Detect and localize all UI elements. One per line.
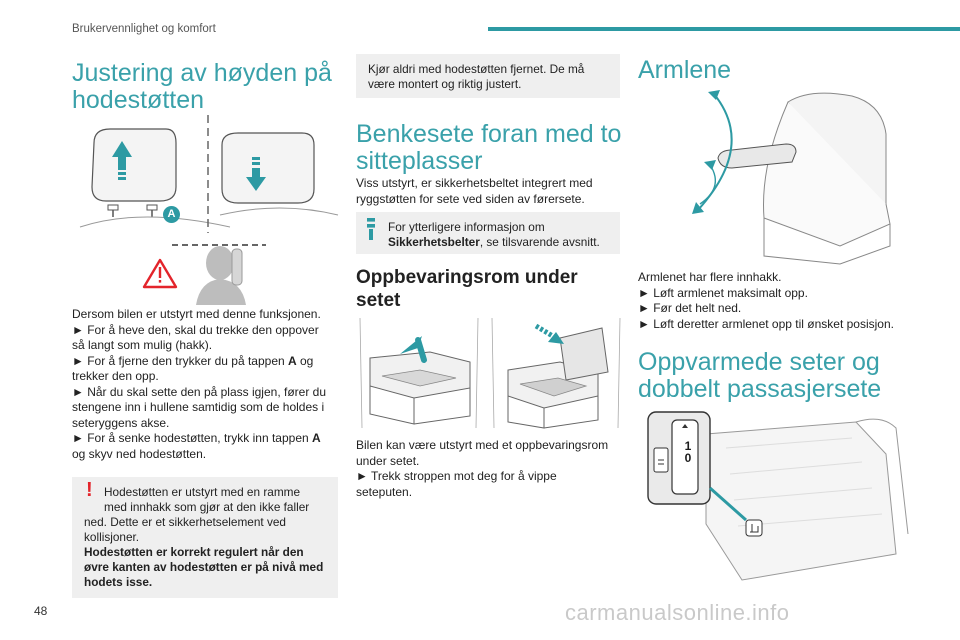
storage-title-line1: Oppbevaringsrom under <box>356 267 578 288</box>
heated-seats-title-line2: dobbelt passasjersete <box>638 375 882 403</box>
body-line: ► Løft deretter armlenet opp til ønsket posisjon. <box>638 316 894 331</box>
headrest-title <box>72 60 332 114</box>
info-box <box>356 212 620 254</box>
front-bench-title <box>356 121 621 175</box>
storage-title <box>356 266 578 312</box>
body-line: ► Løft armlenet maksimalt opp. <box>638 285 808 300</box>
armrest-text <box>638 270 908 332</box>
info-icon <box>366 218 376 240</box>
callout-a: A <box>163 206 180 223</box>
front-bench-title-line2: sitteplasser <box>356 147 483 175</box>
heated-seats-title <box>638 349 881 403</box>
info-line: Sikkerhetsbelter, se tilsvarende avsnitt. <box>388 235 600 249</box>
headrest-instructions <box>72 307 340 462</box>
storage-title-line2: setet <box>356 290 401 311</box>
headrest-warning-box <box>72 477 338 598</box>
info-line: For ytterligere informasjon om <box>388 220 545 234</box>
body-line: Dersom bilen er utstyrt med denne funksjonen. <box>72 307 321 321</box>
page-number: 48 <box>34 604 48 618</box>
running-head: Brukervennlighet og komfort <box>72 23 216 35</box>
switch-label-1: 1 <box>684 439 692 453</box>
headrest-removed-box <box>356 54 620 98</box>
warning-bold-line: hodets isse. <box>84 575 153 589</box>
warning-line: Hodestøtten er utstyrt med en ramme <box>104 485 301 499</box>
armrest-title: Armlene <box>638 56 732 84</box>
under-seat-storage-illustration <box>360 318 622 428</box>
front-bench-title-line1: Benkesete foran med to <box>356 120 622 148</box>
front-bench-text <box>356 176 622 207</box>
body-line: ► For å fjerne den trykker du på tappen A og <box>72 353 314 368</box>
body-line: Viss utstyrt, er sikkerhetsbeltet integrert med <box>356 176 593 190</box>
body-line: Armlenet har flere innhakk. <box>638 270 782 284</box>
warning-exclamation-icon: ! <box>86 479 93 501</box>
body-line: Bilen kan være utstyrt med et oppbevaringsrom <box>356 438 609 452</box>
body-line: og skyv ned hodestøtten. <box>72 446 207 461</box>
body-line: ► For å heve den, skal du trekke den oppover <box>72 322 319 337</box>
body-line: så langt som mulig (hakk). <box>72 338 213 352</box>
warning-bold-line: øvre kanten av hodestøtten er på nivå med <box>84 560 324 574</box>
warning-line: ned. Dette er et sikkerhetselement ved <box>84 515 286 529</box>
headrest-illustration <box>80 115 340 305</box>
watermark: carmanualsonline.info <box>565 600 790 625</box>
body-line: seteputen. <box>356 484 413 499</box>
body-line: stengene inn i hullene samtidig som de holdes i <box>72 400 325 414</box>
headrest-title-line2: hodestøtten <box>72 86 205 114</box>
body-line: under setet. <box>356 453 420 468</box>
warning-line: kollisjoner. <box>84 530 140 544</box>
storage-text <box>356 438 622 500</box>
warning-bold-line: Hodestøtten er korrekt regulert når den <box>84 545 304 559</box>
headrest-title-line1: Justering av høyden på <box>72 59 332 87</box>
body-line: ► For å senke hodestøtten, trykk inn tappen A <box>72 431 321 445</box>
heated-seats-title-line1: Oppvarmede seter og <box>638 348 880 376</box>
switch-label-0: 0 <box>684 451 692 465</box>
armrest-illustration <box>660 86 910 266</box>
box-line: Kjør aldri med hodestøtten fjernet. De må <box>368 62 585 76</box>
heated-seat-illustration <box>646 404 916 584</box>
warning-line: med innhakk som gjør at den ikke faller <box>104 500 310 514</box>
box-line: være montert og riktig justert. <box>368 77 522 91</box>
body-line: ► Før det helt ned. <box>638 301 742 315</box>
header-rule <box>488 27 960 31</box>
body-line: ► Når du skal sette den på plass igjen, fører du <box>72 384 327 399</box>
body-line: trekker den opp. <box>72 369 159 383</box>
body-line: seteryggens akse. <box>72 415 170 430</box>
body-line: ryggstøtten for sete ved siden av førersete. <box>356 191 585 206</box>
body-line: ► Trekk stroppen mot deg for å vippe <box>356 469 557 483</box>
